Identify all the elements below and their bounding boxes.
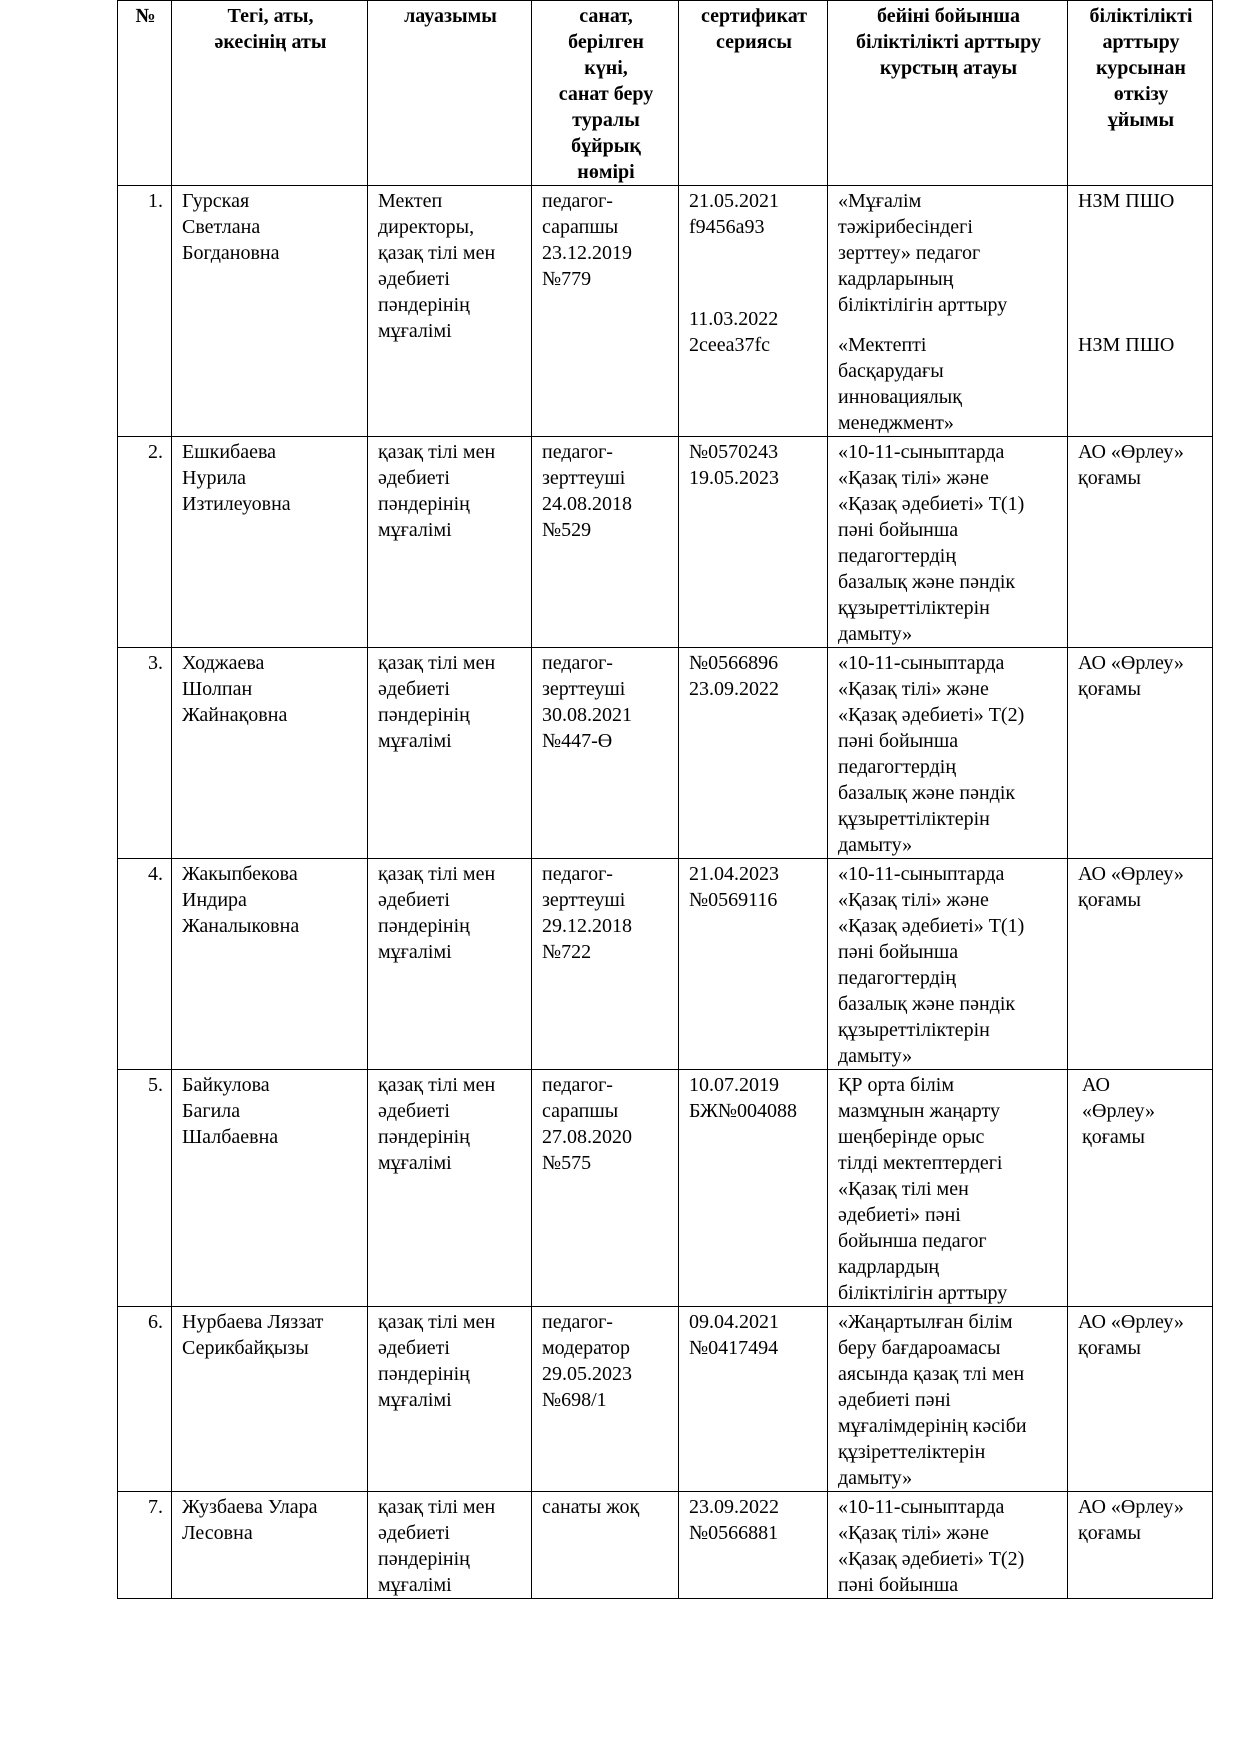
category-cell (532, 859, 679, 1070)
header-organization (1068, 1, 1213, 186)
full-name-cell (172, 1070, 368, 1307)
text-line: бұйрық (571, 135, 641, 157)
text-line: сарапшы (542, 1100, 619, 1122)
text-line: қазақ тілі мен (378, 1074, 496, 1096)
certificate-cell (679, 1307, 828, 1492)
text-line: Жайнақовна (182, 704, 288, 726)
full-name-cell (172, 437, 368, 648)
category-cell (532, 186, 679, 437)
position-cell (368, 1307, 532, 1492)
text-line: пәні бойынша (838, 730, 959, 752)
staff-qualification-table (117, 0, 1213, 1599)
text-line: АО «Өрлеу» (1078, 863, 1184, 885)
text-line: №0417494 (689, 1337, 779, 1359)
table-row (118, 1492, 1213, 1599)
header-position (368, 1, 532, 186)
text-line: №0566881 (689, 1522, 779, 1544)
table-row (118, 859, 1213, 1070)
position-cell (368, 186, 532, 437)
row-number: 1. (118, 186, 172, 437)
text-line: әдебиеті (378, 1100, 450, 1122)
certificate-cell (679, 859, 828, 1070)
text-line: мұғалімдерінің кәсіби (838, 1415, 1027, 1437)
text-line: қазақ тілі мен (378, 1311, 496, 1333)
text-line: әдебиеті» пәні (838, 1204, 961, 1226)
text-line: әдебиеті (378, 889, 450, 911)
text-line: педагог- (542, 1074, 613, 1096)
text-line: пәндерінің (378, 294, 470, 316)
full-name-cell (172, 859, 368, 1070)
text-line: әкесінің аты (214, 31, 327, 53)
text-line: 11.03.2022 (689, 308, 779, 330)
text-line: «10-11-сыныптарда (838, 441, 1005, 463)
organization-cell (1068, 1307, 1213, 1492)
text-line: мұғалімі (378, 1152, 452, 1174)
text-line: Изтилеуовна (182, 493, 291, 515)
text-line: 23.12.2019 (542, 242, 632, 264)
text-line: «Мұғалім (838, 190, 922, 212)
text-line: 27.08.2020 (542, 1126, 632, 1148)
certificate-cell (679, 186, 828, 437)
row-number: 2. (118, 437, 172, 648)
text-line: 29.12.2018 (542, 915, 632, 937)
text-line: 21.04.2023 (689, 863, 779, 885)
text-line: әдебиеті (378, 678, 450, 700)
text-line: Мектеп (378, 190, 443, 212)
text-line: пәні бойынша (838, 941, 959, 963)
text-line: қоғамы (1078, 889, 1141, 911)
text-line: «10-11-сыныптарда (838, 1496, 1005, 1518)
text-line: «Өрлеу» (1082, 1100, 1156, 1122)
organization-cell (1068, 648, 1213, 859)
text-line: НЗМ ПШО (1078, 334, 1175, 356)
text-line: №0570243 (689, 441, 779, 463)
text-line: ҚР орта білім (838, 1074, 954, 1096)
text-line: 19.05.2023 (689, 467, 779, 489)
text-line: қазақ тілі мен (378, 1496, 496, 1518)
text-line: «Қазақ әдебиеті» Т(1) (838, 915, 1025, 937)
text-line: біліктілікті (1089, 5, 1193, 27)
text-line: №529 (542, 519, 592, 541)
text-line: мұғалімі (378, 320, 452, 342)
text-line: Нурила (182, 467, 247, 489)
text-line: пәндерінің (378, 1126, 470, 1148)
text-line: әдебиеті (378, 1337, 450, 1359)
text-line: санат, (579, 5, 633, 27)
text-line: курсынан (1096, 57, 1186, 79)
text-line: педагог- (542, 863, 613, 885)
text-line: Индира (182, 889, 247, 911)
text-line: №447-Ө (542, 730, 613, 752)
text-line: Тегі, аты, (227, 5, 314, 27)
text-line: модератор (542, 1337, 630, 1359)
text-line: дамыту» (838, 834, 913, 856)
text-line: қоғамы (1078, 467, 1141, 489)
text-line: құзыреттіліктерін (838, 808, 990, 830)
text-line: №698/1 (542, 1389, 607, 1411)
text-line: қазақ тілі мен (378, 242, 496, 264)
text-line: мұғалімі (378, 1389, 452, 1411)
text-line: базалық және пәндік (838, 993, 1016, 1015)
text-line: Жаналыковна (182, 915, 300, 937)
organization-cell (1068, 437, 1213, 648)
text-line: педагогтердің (838, 967, 957, 989)
text-line: 23.09.2022 (689, 1496, 779, 1518)
text-line: туралы (572, 109, 640, 131)
text-line: Байкулова (182, 1074, 270, 1096)
text-line: «Мектепті (838, 334, 927, 356)
organization-cell (1068, 1492, 1213, 1599)
text-line: Жакыпбекова (182, 863, 298, 885)
text-line: зерттеуші (542, 678, 626, 700)
course-cell (828, 437, 1068, 648)
text-line: қазақ тілі мен (378, 441, 496, 463)
text-line: мазмұнын жаңарту (838, 1100, 1001, 1122)
text-line: педагогтердің (838, 545, 957, 567)
text-line: сериясы (716, 31, 792, 53)
course-entry (838, 332, 1059, 436)
position-cell (368, 648, 532, 859)
text-line: бойынша педагог (838, 1230, 987, 1252)
text-line: НЗМ ПШО (1078, 190, 1175, 212)
text-line: дамыту» (838, 1045, 913, 1067)
certificate-cell (679, 1492, 828, 1599)
text-line: дамыту» (838, 1467, 913, 1489)
text-line: санаты жоқ (542, 1496, 640, 1518)
text-line: құзыреттіліктерін (838, 597, 990, 619)
header-full-name (172, 1, 368, 186)
full-name-cell (172, 648, 368, 859)
text-line: пәндерінің (378, 915, 470, 937)
text-line: Шалбаевна (182, 1126, 279, 1148)
course-cell (828, 186, 1068, 437)
header-certificate (679, 1, 828, 186)
row-number: 4. (118, 859, 172, 1070)
text-line: құзыреттіліктерін (838, 1019, 990, 1041)
full-name-cell (172, 1492, 368, 1599)
text-line: біліктілігін арттыру (838, 294, 1008, 316)
text-line: Ешкибаева (182, 441, 277, 463)
text-line: педагог- (542, 652, 613, 674)
text-line: Жузбаева Улара (182, 1496, 318, 1518)
text-line: Багила (182, 1100, 241, 1122)
text-line: директоры, (378, 216, 475, 238)
text-line: «Қазақ әдебиеті» Т(2) (838, 1548, 1025, 1570)
text-line: 10.07.2019 (689, 1074, 779, 1096)
text-line: мұғалімі (378, 1574, 452, 1596)
text-line: қоғамы (1082, 1126, 1145, 1148)
text-line: «10-11-сыныптарда (838, 863, 1005, 885)
header-number (118, 1, 172, 186)
text-line: 21.05.2021 (689, 190, 779, 212)
text-line: Ходжаева (182, 652, 265, 674)
category-cell (532, 1070, 679, 1307)
category-cell (532, 437, 679, 648)
text-line: №0569116 (689, 889, 778, 911)
text-line: бейіні бойынша (876, 5, 1021, 27)
text-line: инновациялық (838, 386, 962, 408)
header-category (532, 1, 679, 186)
text-line: 30.08.2021 (542, 704, 632, 726)
text-line: «Жаңартылған білім (838, 1311, 1013, 1333)
text-line: зерттеу» педагог (838, 242, 981, 264)
text-line: әдебиеті (378, 268, 450, 290)
text-line: басқарудағы (838, 360, 944, 382)
text-line: базалық және пәндік (838, 571, 1016, 593)
text-line: базалық және пәндік (838, 782, 1016, 804)
text-line: Богдановна (182, 242, 280, 264)
text-line: педагог- (542, 190, 613, 212)
text-line: f9456a93 (689, 216, 765, 238)
organization-cell (1068, 859, 1213, 1070)
full-name-cell (172, 186, 368, 437)
text-line: әдебиеті (378, 1522, 450, 1544)
text-line: әдебиеті (378, 467, 450, 489)
course-cell (828, 648, 1068, 859)
course-cell (828, 1070, 1068, 1307)
text-line: тәжірибесіндегі (838, 216, 973, 238)
text-line: «10-11-сыныптарда (838, 652, 1005, 674)
text-line: №779 (542, 268, 592, 290)
category-cell (532, 1307, 679, 1492)
text-line: зерттеуші (542, 889, 626, 911)
text-line: нөмірі (577, 161, 635, 183)
position-cell (368, 859, 532, 1070)
header-course-name (828, 1, 1068, 186)
text-line: құзіреттеліктерін (838, 1441, 986, 1463)
row-number: 7. (118, 1492, 172, 1599)
course-entry (838, 188, 1059, 318)
text-line: пәндерінің (378, 1548, 470, 1570)
text-line: біліктілігін арттыру (838, 1282, 1008, 1304)
text-line: қоғамы (1078, 678, 1141, 700)
text-line: АО «Өрлеу» (1078, 1496, 1184, 1518)
text-line: педагог- (542, 1311, 613, 1333)
text-line: БЖ№004088 (689, 1100, 797, 1122)
text-line: №722 (542, 941, 592, 963)
text-line: күні, (584, 57, 628, 79)
position-cell (368, 437, 532, 648)
text-line: «Қазақ тілі» және (838, 678, 989, 700)
text-line: пәні бойынша (838, 1574, 959, 1596)
text-line: педагогтердің (838, 756, 957, 778)
course-cell (828, 1492, 1068, 1599)
text-line: «Қазақ тілі» және (838, 889, 989, 911)
certificate-entry (689, 188, 819, 240)
text-line: Шолпан (182, 678, 253, 700)
text-line: сарапшы (542, 216, 619, 238)
certificate-entry (689, 306, 819, 358)
course-cell (828, 859, 1068, 1070)
text-line: «Қазақ әдебиеті» Т(1) (838, 493, 1025, 515)
text-line: мұғалімі (378, 730, 452, 752)
text-line: шеңберінде орыс (838, 1126, 985, 1148)
row-number: 6. (118, 1307, 172, 1492)
organization-cell (1068, 1070, 1213, 1307)
text-line: аясында қазақ тлі мен (838, 1363, 1025, 1385)
text-line: «Қазақ тілі» және (838, 467, 989, 489)
text-line: Светлана (182, 216, 261, 238)
text-line: қазақ тілі мен (378, 652, 496, 674)
organization-entry (1078, 188, 1204, 214)
row-number: 5. (118, 1070, 172, 1307)
text-line: қоғамы (1078, 1522, 1141, 1544)
text-line: АО «Өрлеу» (1078, 441, 1184, 463)
table-header-row (118, 1, 1213, 186)
text-line: арттыру (1102, 31, 1180, 53)
text-line: пәндерінің (378, 493, 470, 515)
table-row (118, 437, 1213, 648)
text-line: қазақ тілі мен (378, 863, 496, 885)
table-row (118, 648, 1213, 859)
text-line: №0566896 (689, 652, 779, 674)
category-cell (532, 648, 679, 859)
text-line: Серикбайқызы (182, 1337, 309, 1359)
text-line: санат беру (558, 83, 654, 105)
organization-cell (1068, 186, 1213, 437)
text-line: дамыту» (838, 623, 913, 645)
text-line: менеджмент» (838, 412, 954, 434)
category-cell (532, 1492, 679, 1599)
certificate-cell (679, 437, 828, 648)
certificate-cell (679, 1070, 828, 1307)
text-line: кадрлардың (838, 1256, 940, 1278)
text-line: мұғалімі (378, 941, 452, 963)
text-line: 2ceea37fc (689, 334, 771, 356)
position-cell (368, 1070, 532, 1307)
text-line: АО «Өрлеу» (1078, 1311, 1184, 1333)
text-line: мұғалімі (378, 519, 452, 541)
table-row (118, 1307, 1213, 1492)
text-line: педагог- (542, 441, 613, 463)
text-line: лауазымы (404, 5, 497, 27)
text-line: Лесовна (182, 1522, 253, 1544)
text-line: біліктілікті арттыру (856, 31, 1041, 53)
text-line: АО «Өрлеу» (1078, 652, 1184, 674)
course-cell (828, 1307, 1068, 1492)
text-line: пәні бойынша (838, 519, 959, 541)
text-line: өткізу (1113, 83, 1169, 105)
text-line: «Қазақ әдебиеті» Т(2) (838, 704, 1025, 726)
text-line: «Қазақ тілі» және (838, 1522, 989, 1544)
text-line: Нурбаева Ляззат (182, 1311, 324, 1333)
text-line: беру бағдароамасы (838, 1337, 1001, 1359)
position-cell (368, 1492, 532, 1599)
text-line: пәндерінің (378, 704, 470, 726)
text-line: 23.09.2022 (689, 678, 779, 700)
certificate-cell (679, 648, 828, 859)
text-line: сертификат (700, 5, 808, 27)
table-row (118, 1070, 1213, 1307)
text-line: зерттеуші (542, 467, 626, 489)
organization-entry (1078, 332, 1204, 358)
text-line: пәндерінің (378, 1363, 470, 1385)
text-line: ұйымы (1107, 109, 1175, 131)
text-line: берілген (568, 31, 644, 53)
text-line: Гурская (182, 190, 250, 212)
full-name-cell (172, 1307, 368, 1492)
text-line: 24.08.2018 (542, 493, 632, 515)
text-line: қоғамы (1078, 1337, 1141, 1359)
text-line: «Қазақ тілі мен (838, 1178, 969, 1200)
text-line: курстың атауы (879, 57, 1018, 79)
text-line: кадрларының (838, 268, 954, 290)
text-line: әдебиеті пәні (838, 1389, 951, 1411)
row-number: 3. (118, 648, 172, 859)
text-line: №575 (542, 1152, 592, 1174)
text-line: 29.05.2023 (542, 1363, 632, 1385)
text-line: АО (1082, 1074, 1110, 1096)
table-row (118, 186, 1213, 437)
text-line: 09.04.2021 (689, 1311, 779, 1333)
text-line: тілді мектептердегі (838, 1152, 1003, 1174)
text-line: № (135, 5, 156, 27)
